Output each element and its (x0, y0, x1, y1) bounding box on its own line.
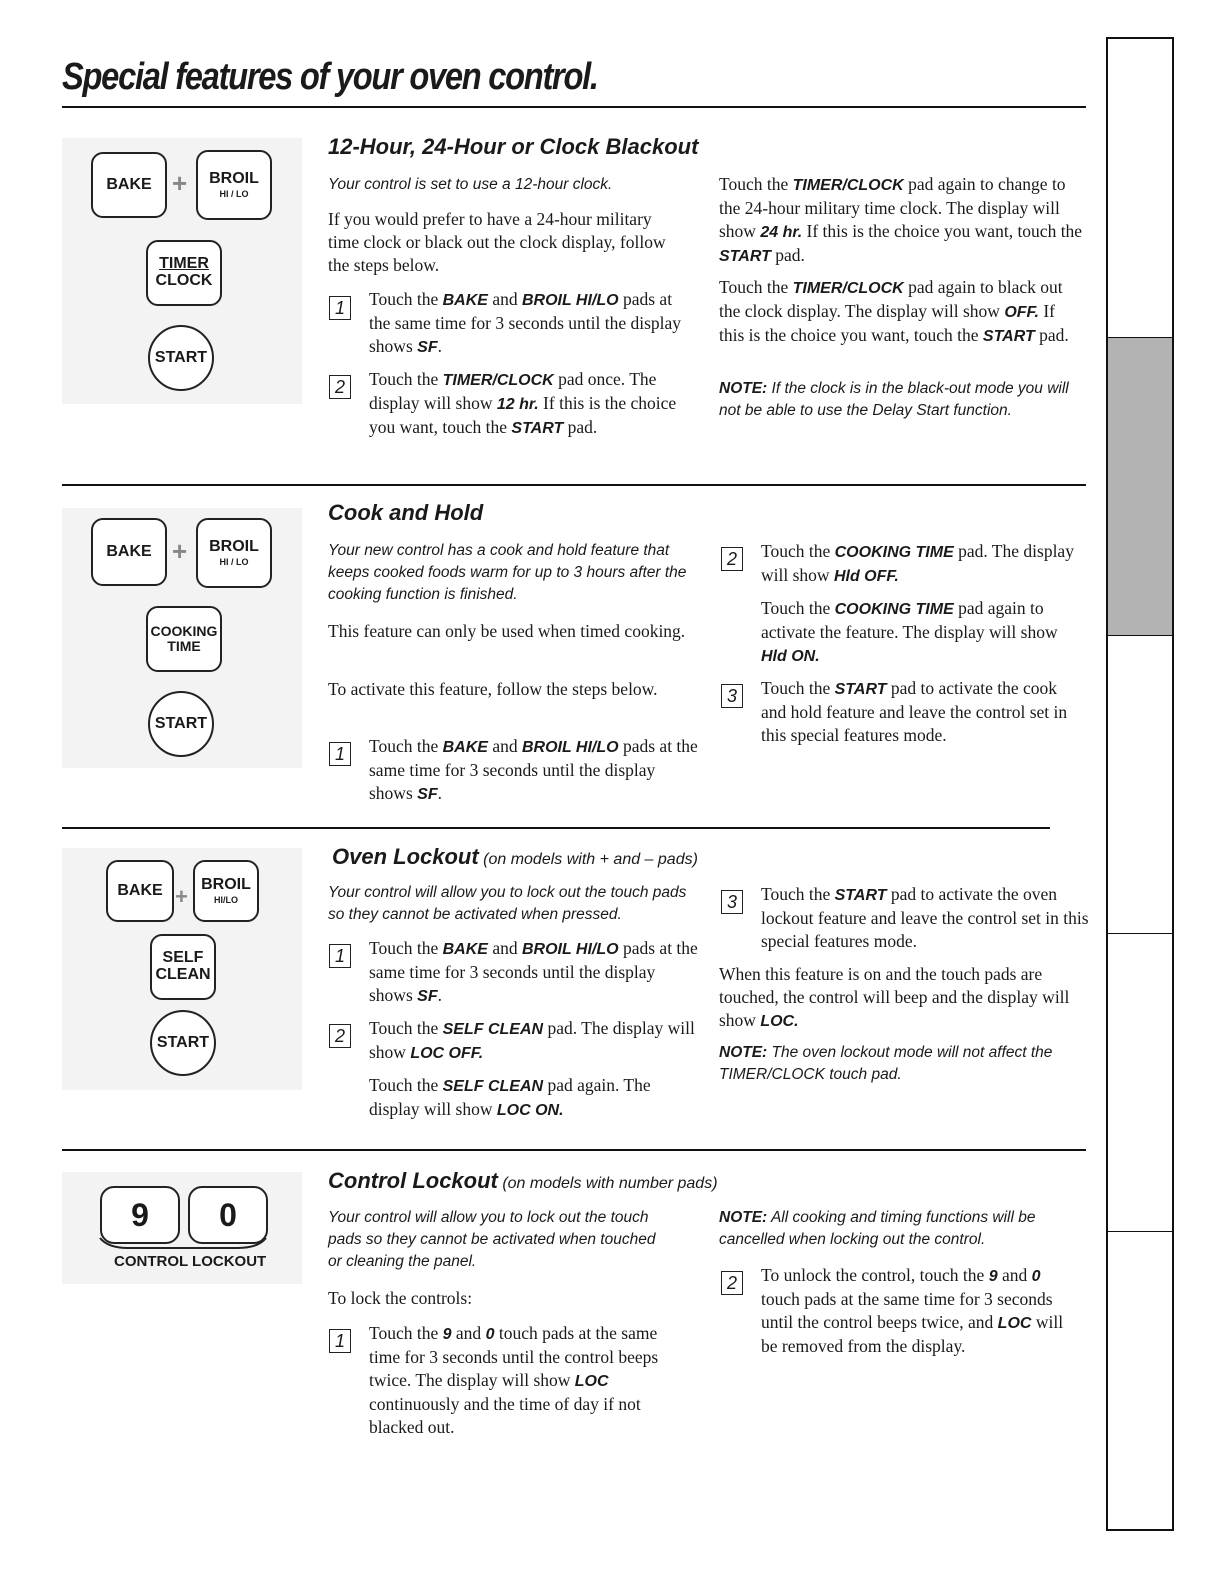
s4-step1: Touch the 9 and 0 touch pads at the same time for 3 seconds until the control beeps twice. The display will show LOC continuously and the time of day if not blacked out. (369, 1323, 659, 1437)
self-clean-pad: SELF CLEAN (150, 934, 216, 1000)
step-number: 2 (329, 375, 351, 399)
s1-intro: Your control is set to use a 12-hour clock. (328, 176, 613, 193)
step-number: 3 (721, 890, 743, 914)
bake-pad: BAKE (91, 152, 167, 218)
step-number: 1 (329, 944, 351, 968)
s3-step2b: Touch the SELF CLEAN pad again. The display will show LOC ON. (369, 1075, 651, 1119)
step-number: 2 (721, 1271, 743, 1295)
s3-para: When this feature is on and the touch pads are touched, the control will beep and the display will show LOC. (719, 964, 1070, 1030)
title-rule (62, 106, 1086, 108)
s2-pad-illustration (62, 508, 302, 768)
section-rule (62, 1149, 1086, 1151)
s3-step3: Touch the START pad to activate the oven lockout feature and leave the control set in this special features mode. (761, 884, 1089, 951)
start-pad: START (150, 1010, 216, 1076)
step-number: 1 (329, 1329, 351, 1353)
s4-step2: To unlock the control, touch the 9 and 0 touch pads at the same time for 3 seconds until the control beeps twice, and LOC will be removed from the display. (761, 1265, 1064, 1356)
s2-step2: Touch the COOKING TIME pad. The display will show Hld OFF. (761, 541, 1074, 585)
s1-right-para1: Touch the TIMER/CLOCK pad again to change to the 24-hour military time clock. The display will show 24 hr. If this is the choice you want, touch the START pad. (719, 174, 1083, 265)
s4-para: To lock the controls: (328, 1288, 473, 1308)
section-tabs (1106, 37, 1174, 1531)
start-pad: START (148, 691, 214, 757)
s3-note: NOTE: The oven lockout mode will not affect the TIMER/CLOCK touch pad. (719, 1044, 1053, 1083)
s1-right-para2: Touch the TIMER/CLOCK pad again to black out the clock display. The display will show OFF. If this is the choice you want, touch the START pad. (719, 277, 1069, 345)
tab-1[interactable] (1108, 39, 1172, 337)
timer-clock-pad: TIMER CLOCK (146, 240, 222, 306)
start-pad: START (148, 325, 214, 391)
cooking-time-pad: COOKING TIME (146, 606, 222, 672)
s4-title: Control Lockout (on models with number pads) (328, 1168, 718, 1193)
step-number: 2 (329, 1024, 351, 1048)
s3-step2: Touch the SELF CLEAN pad. The display will show LOC OFF. (369, 1018, 695, 1062)
s2-step3: Touch the START pad to activate the cook and hold feature and leave the control set in this special features mode. (761, 678, 1068, 745)
s2-para1: This feature can only be used when timed cooking. (328, 621, 686, 641)
s3-intro: Your control will allow you to lock out the touch pads so they cannot be activated when pressed. (328, 884, 687, 923)
plus-icon: + (172, 536, 188, 566)
bracket-icon (98, 1236, 268, 1252)
plus-icon: + (175, 884, 188, 909)
s1-step1: Touch the BAKE and BROIL HI/LO pads at the same time for 3 seconds until the display shows SF. (369, 289, 682, 356)
s3-pad-illustration (62, 848, 302, 1090)
s1-title: 12-Hour, 24-Hour or Clock Blackout (328, 134, 699, 159)
zero-pad: 0 (188, 1186, 268, 1244)
broil-pad: BROIL HI/LO (193, 860, 259, 922)
s4-note: NOTE: All cooking and timing functions will be cancelled when locking out the control. (719, 1209, 1036, 1248)
page-title: Special features of your oven control. (62, 56, 598, 98)
s1-note: NOTE: If the clock is in the black-out mode you will not be able to use the Delay Start function. (719, 380, 1069, 419)
s2-step2b: Touch the COOKING TIME pad again to activate the feature. The display will show Hld ON. (761, 598, 1058, 665)
section-rule (62, 484, 1086, 486)
s4-intro: Your control will allow you to lock out the touch pads so they cannot be activated when touched or cleaning the panel. (328, 1209, 656, 1270)
broil-pad: BROIL HI / LO (196, 518, 272, 588)
s3-step1: Touch the BAKE and BROIL HI/LO pads at the same time for 3 seconds until the display shows SF. (369, 938, 698, 1005)
bake-pad: BAKE (91, 518, 167, 586)
step-number: 2 (721, 547, 743, 571)
s1-para: If you would prefer to have a 24-hour military time clock or black out the clock display, follow the steps below. (328, 209, 666, 275)
control-lockout-label: CONTROL LOCKOUT (114, 1253, 267, 1270)
s4-pad-illustration (62, 1172, 302, 1284)
bake-pad: BAKE (106, 860, 174, 922)
nine-pad: 9 (100, 1186, 180, 1244)
s2-step1: Touch the BAKE and BROIL HI/LO pads at the same time for 3 seconds until the display shows SF. (369, 736, 698, 803)
s1-step2: Touch the TIMER/CLOCK pad once. The display will show 12 hr. If this is the choice you want, touch the START pad. (369, 369, 677, 437)
s2-para2: To activate this feature, follow the steps below. (328, 679, 658, 699)
s1-pad-illustration (62, 138, 302, 404)
s2-intro: Your new control has a cook and hold feature that keeps cooked foods warm for up to 3 hours after the cooking function is finished. (328, 542, 687, 603)
s2-title: Cook and Hold (328, 500, 484, 525)
tab-4[interactable] (1108, 933, 1172, 1232)
step-number: 1 (329, 296, 351, 320)
tab-5[interactable] (1108, 1231, 1172, 1530)
tab-2-active[interactable] (1108, 337, 1172, 636)
step-number: 3 (721, 684, 743, 708)
tab-3[interactable] (1108, 635, 1172, 934)
step-number: 1 (329, 742, 351, 766)
section-rule (62, 827, 1050, 829)
broil-pad: BROIL HI / LO (196, 150, 272, 220)
s3-title: Oven Lockout (on models with + and – pads) (332, 844, 698, 869)
plus-icon: + (172, 168, 188, 198)
